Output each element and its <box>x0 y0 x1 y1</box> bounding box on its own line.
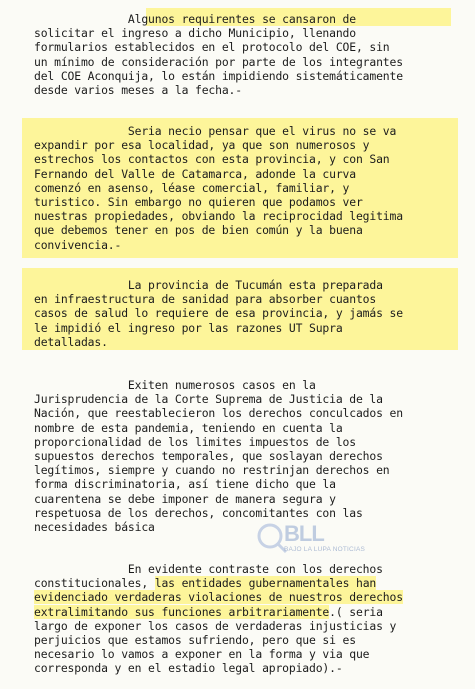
paragraph-5 <box>34 562 446 676</box>
text-line: detalladas. <box>34 334 108 349</box>
text-line: nuestras propiedades, obviando la reciprocidad legitima <box>34 209 403 224</box>
watermark-logo: BLL <box>284 521 324 546</box>
text-line: necesario lo vamos a exponer en la forma y via que <box>34 647 370 662</box>
text-line: Nación, que reestablecieron los derechos conculcados en <box>34 406 403 421</box>
paragraph-4 <box>34 378 446 534</box>
text-line: formularios establecidos en el protocolo del COE, sin <box>34 40 390 55</box>
text-segment: constitucionales, <box>34 576 155 591</box>
text-line: supuestos derechos temporales, que soslayan derechos <box>34 449 383 464</box>
text-line: En evidente contraste con los derechos <box>34 562 383 576</box>
text-line <box>34 590 446 604</box>
highlighted-segment: extralimitando sus funciones arbitrariamente <box>34 604 330 619</box>
text-line <box>34 576 446 590</box>
text-line: forma discriminatoria, así tiene dicho que la <box>34 477 336 492</box>
text-line: Jurisprudencia de la Corte Suprema de Justicia de la <box>34 392 383 407</box>
paragraph-2 <box>34 124 446 252</box>
text-line: que debemos tener en pos de bien común y la buena <box>34 223 363 238</box>
text-line: desde varios meses a la fecha.- <box>34 83 242 98</box>
text-line: La provincia de Tucumán esta preparada <box>34 278 383 292</box>
text-line: nombre de esta pandemia, teniendo en cuenta la <box>34 420 343 435</box>
text-line: le impidió el ingreso por las razones UT Supra <box>34 320 343 335</box>
text-line: del COE Aconquija, lo están impidiendo sistemáticamente <box>34 68 403 83</box>
watermark-caption: BAJO LA LUPA NOTICIAS <box>284 546 366 553</box>
text-line: cuarentena se debe imponer de manera segura y <box>34 491 336 506</box>
text-line: Exiten numerosos casos en la <box>34 378 316 392</box>
paragraph-3 <box>34 278 446 349</box>
text-line: en infraestructura de sanidad para absorber cuantos <box>34 292 377 307</box>
highlighted-segment: las entidades gubernamentales han <box>154 576 377 591</box>
text-line: expandir por esa localidad, ya que son numerosos y <box>34 138 370 153</box>
text-line: legítimos, siempre y cuando no restrinjan derechos en <box>34 463 390 478</box>
text-line: un mínimo de consideración por parte de los integrantes <box>34 54 403 69</box>
watermark <box>256 521 374 561</box>
text-line: largo de exponer los casos de verdaderas injusticias y <box>34 618 397 633</box>
text-line <box>34 605 446 619</box>
text-line: convivencia.- <box>34 237 122 252</box>
text-line: casos de salud lo requiere de esa provincia, y jamás se <box>34 306 403 321</box>
text-line: necesidades básica <box>34 520 155 535</box>
text-line: perjuicios que estamos sufriendo, pero que si es <box>34 633 356 648</box>
text-line: Fernando del Valle de Catamarca, adonde la curva <box>34 166 356 181</box>
paragraph-1 <box>34 12 446 97</box>
text-line: turistico. Sin embargo no quieren que podamos ver <box>34 195 363 210</box>
text-line: solicitar el ingreso a dicho Municipio, llenando <box>34 26 356 41</box>
text-line: comenzó en asenso, léase comercial, familiar, y <box>34 180 350 195</box>
text-line: estrechos los contactos con esta provincia, y con San <box>34 152 390 167</box>
text-line: proporcionalidad de los limites impuestos de los <box>34 434 356 449</box>
text-line: corresponda y en el estadio legal apropiado).- <box>34 661 343 676</box>
text-line: Seria necio pensar que el virus no se va <box>34 124 397 138</box>
text-line: Algunos requirentes se cansaron de <box>34 12 356 26</box>
text-line: respetuosa de los derechos, concomitantes con las <box>34 505 363 520</box>
text-segment: .( seria <box>329 604 383 619</box>
highlighted-segment: evidenciado verdaderas violaciones de nuestros derechos <box>34 590 403 605</box>
